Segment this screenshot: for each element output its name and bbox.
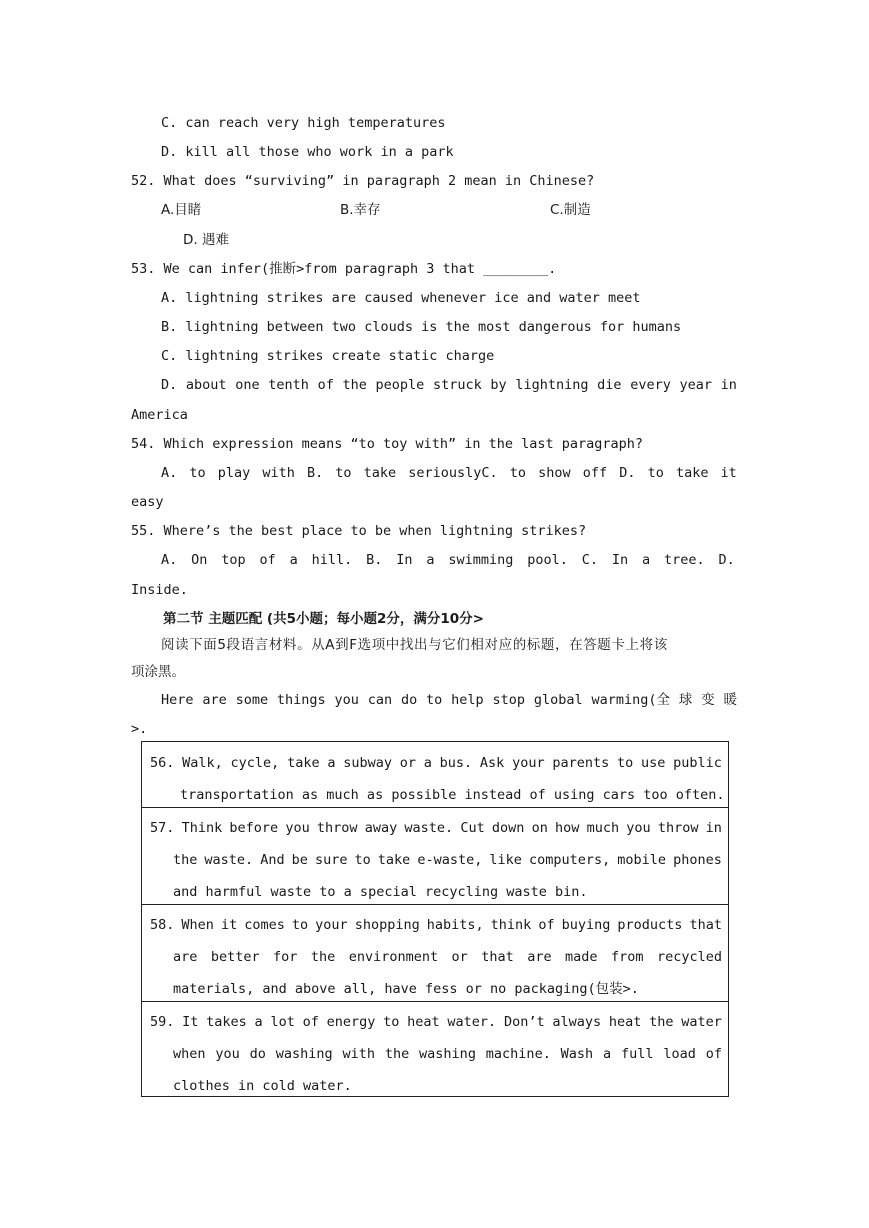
word: sure: [314, 852, 348, 868]
word: when: [173, 1046, 206, 1062]
word: D.: [619, 465, 636, 481]
word: are: [173, 949, 198, 965]
q51-option-d: D. kill all those who work in a park: [161, 144, 454, 160]
word: before: [229, 820, 279, 836]
word: in: [705, 820, 722, 836]
word: waste.: [404, 820, 454, 836]
q53-option-a: A. lightning strikes are caused whenever ice and water meet: [161, 290, 641, 306]
word: off: [582, 465, 608, 481]
word: products: [617, 917, 683, 933]
word: swimming: [448, 552, 514, 568]
word: on: [531, 820, 548, 836]
word: a: [423, 755, 432, 771]
word: top: [221, 552, 246, 568]
section-intro-continued: >.: [131, 721, 148, 737]
q52-option-a: A.目睹: [161, 202, 202, 218]
word: the: [649, 1014, 674, 1030]
word: to: [189, 465, 206, 481]
word: from: [610, 949, 644, 965]
word: use: [641, 755, 666, 771]
word: your: [512, 755, 545, 771]
word: people: [375, 377, 425, 393]
word: public: [673, 755, 722, 771]
item-58-line1: [150, 915, 722, 935]
word: about: [185, 377, 227, 393]
word: die: [597, 377, 622, 393]
q53-stem: 53. We can infer(推断>from paragraph 3 that ________.: [131, 261, 557, 277]
item-57-line1: [150, 818, 722, 838]
item-56-line2: transportation as much as possible instead of using cars too often.: [180, 787, 725, 803]
word: tenth: [268, 377, 309, 393]
word: shopping: [354, 917, 420, 933]
word: to: [291, 917, 309, 933]
word: C.: [581, 552, 599, 568]
word: you: [626, 820, 651, 836]
section-instruction-line2: 项涂黑。: [131, 664, 185, 680]
word: are: [527, 949, 552, 965]
word: 球: [678, 692, 693, 708]
q55-options-continued: Inside.: [131, 582, 188, 598]
row-divider: [142, 1001, 728, 1002]
word: the: [342, 377, 367, 393]
word: 变: [701, 692, 715, 708]
word: energy: [326, 1014, 376, 1030]
word: of: [259, 552, 276, 568]
word: take: [675, 465, 709, 481]
q54-options-continued: easy: [131, 494, 164, 510]
word: of: [538, 917, 555, 933]
item-57-line3: and harmful waste to a special recycling waste bin.: [173, 884, 588, 900]
q52-option-b: B.幸存: [340, 202, 381, 218]
word: take: [363, 465, 397, 481]
word: think: [490, 917, 532, 933]
section-intro: [161, 690, 737, 710]
word: some: [235, 692, 269, 708]
item-59-line2: [173, 1044, 722, 1064]
word: struck: [432, 377, 482, 393]
row-divider: [142, 807, 728, 808]
q53-option-d: [161, 375, 737, 395]
word: that: [481, 949, 514, 965]
word: environment: [348, 949, 439, 965]
word: a: [327, 755, 336, 771]
word: throw: [657, 820, 699, 836]
word: the: [173, 852, 198, 868]
word: by: [490, 377, 507, 393]
word: water.: [447, 1014, 497, 1030]
word: waste.: [204, 852, 254, 868]
word: things: [276, 692, 326, 708]
word: can: [367, 692, 393, 708]
word: pool.: [527, 552, 568, 568]
word: with: [262, 465, 295, 481]
word: with: [342, 1046, 375, 1062]
word: help: [451, 692, 484, 708]
q55-options: [161, 550, 735, 570]
word: you: [215, 1046, 240, 1062]
word: are: [202, 692, 227, 708]
word: heat: [407, 1014, 440, 1030]
word: do: [249, 1046, 266, 1062]
word: tree.: [664, 552, 705, 568]
word: warming(全: [591, 692, 670, 708]
word: lightning: [515, 377, 589, 393]
word: it: [220, 917, 238, 933]
word: Wash: [560, 1046, 594, 1062]
word: Here: [161, 692, 194, 708]
word: away: [364, 820, 398, 836]
matching-items-table: [141, 741, 729, 1097]
word: buying: [561, 917, 611, 933]
word: computers,: [528, 852, 611, 868]
word: 暖: [723, 692, 737, 708]
word: a: [254, 1014, 263, 1030]
word: much: [586, 820, 620, 836]
section-instruction-line1: 阅读下面5段语言材料。从A到F选项中找出与它们相对应的标题，在答题卡上将该: [161, 637, 668, 653]
q52-option-c: C.制造: [550, 202, 591, 218]
q53-option-d-continued: America: [131, 407, 188, 423]
word: to: [616, 755, 634, 771]
word: the: [310, 949, 336, 965]
word: habits,: [426, 917, 484, 933]
word: always: [552, 1014, 602, 1030]
word: a: [603, 1046, 612, 1062]
word: load: [663, 1046, 696, 1062]
word: be: [291, 852, 308, 868]
word: global: [533, 692, 583, 708]
word: water: [681, 1014, 722, 1030]
word: it: [720, 465, 737, 481]
word: It: [182, 1014, 199, 1030]
word: one: [235, 377, 260, 393]
word: that: [689, 917, 722, 933]
item-59-line1: [150, 1012, 722, 1032]
word: 58.: [150, 917, 175, 933]
q53-option-c: C. lightning strikes create static charge: [161, 348, 495, 364]
word: B.: [366, 552, 383, 568]
word: 59.: [150, 1014, 175, 1030]
word: to: [426, 692, 443, 708]
word: how: [555, 820, 580, 836]
word: takes: [206, 1014, 247, 1030]
word: a: [642, 552, 651, 568]
word: or: [451, 949, 468, 965]
word: Don’t: [503, 1014, 545, 1030]
item-58-line2: [173, 947, 722, 967]
word: seriouslyC.: [408, 465, 498, 481]
word: recycled: [656, 949, 722, 965]
word: take: [377, 852, 411, 868]
word: heat: [608, 1014, 642, 1030]
word: you: [285, 820, 310, 836]
word: better: [210, 949, 260, 965]
word: Cut: [460, 820, 485, 836]
word: machine.: [485, 1046, 551, 1062]
q55-stem: 55. Where’s the best place to be when lightning strikes?: [131, 523, 587, 539]
word: When: [181, 917, 214, 933]
word: of: [317, 377, 334, 393]
word: to: [509, 465, 527, 481]
word: mobile: [617, 852, 667, 868]
q51-option-c: C. can reach very high temperatures: [161, 115, 446, 131]
word: 57.: [150, 820, 175, 836]
item-56-line1: [150, 753, 722, 773]
word: phones: [673, 852, 722, 868]
word: Ask: [479, 755, 505, 771]
section-heading: 第二节 主题匹配 (共5小题；每小题2分，满分10分>: [163, 611, 484, 627]
word: or: [399, 755, 417, 771]
word: washing: [275, 1046, 333, 1062]
q54-options: [161, 463, 737, 483]
word: year: [679, 377, 712, 393]
word: full: [621, 1046, 654, 1062]
item-58-line3: materials, and above all, have fess or no packaging(包装>.: [173, 981, 639, 997]
word: to: [647, 465, 664, 481]
word: in: [720, 377, 737, 393]
word: show: [538, 465, 571, 481]
word: B.: [306, 465, 324, 481]
word: lot: [270, 1014, 295, 1030]
word: made: [565, 949, 598, 965]
row-divider: [142, 904, 728, 905]
word: a: [426, 552, 435, 568]
word: Think: [181, 820, 223, 836]
q53-option-b: B. lightning between two clouds is the most dangerous for humans: [161, 319, 682, 335]
word: subway: [343, 755, 392, 771]
word: down: [491, 820, 525, 836]
word: to: [383, 1014, 400, 1030]
word: And: [260, 852, 285, 868]
word: D.: [161, 377, 178, 393]
word: your: [315, 917, 348, 933]
word: 56.: [150, 755, 175, 771]
q52-stem: 52. What does “surviving” in paragraph 2 mean in Chinese?: [131, 173, 595, 189]
word: parents: [552, 755, 610, 771]
word: A.: [161, 465, 178, 481]
word: a: [289, 552, 298, 568]
word: e-waste,: [417, 852, 483, 868]
word: of: [705, 1046, 722, 1062]
word: like: [489, 852, 522, 868]
word: A.: [161, 552, 178, 568]
word: Walk,: [182, 755, 223, 771]
word: D.: [718, 552, 735, 568]
word: the: [384, 1046, 410, 1062]
word: you: [334, 692, 359, 708]
word: of: [302, 1014, 319, 1030]
q54-stem: 54. Which expression means “to toy with” in the last paragraph?: [131, 436, 644, 452]
item-59-line3: clothes in cold water.: [173, 1078, 352, 1094]
word: take: [287, 755, 320, 771]
word: bus.: [439, 755, 473, 771]
word: every: [630, 377, 671, 393]
q52-option-d: D. 遇难: [183, 232, 229, 248]
word: On: [191, 552, 208, 568]
word: In: [611, 552, 629, 568]
word: cycle,: [230, 755, 280, 771]
word: do: [400, 692, 418, 708]
word: to: [335, 465, 352, 481]
item-57-line2: [173, 850, 722, 870]
word: to: [354, 852, 371, 868]
word: throw: [316, 820, 358, 836]
word: stop: [492, 692, 525, 708]
word: for: [273, 949, 298, 965]
word: In: [396, 552, 413, 568]
word: comes: [244, 917, 285, 933]
word: washing: [419, 1046, 476, 1062]
word: play: [217, 465, 251, 481]
word: hill.: [311, 552, 353, 568]
